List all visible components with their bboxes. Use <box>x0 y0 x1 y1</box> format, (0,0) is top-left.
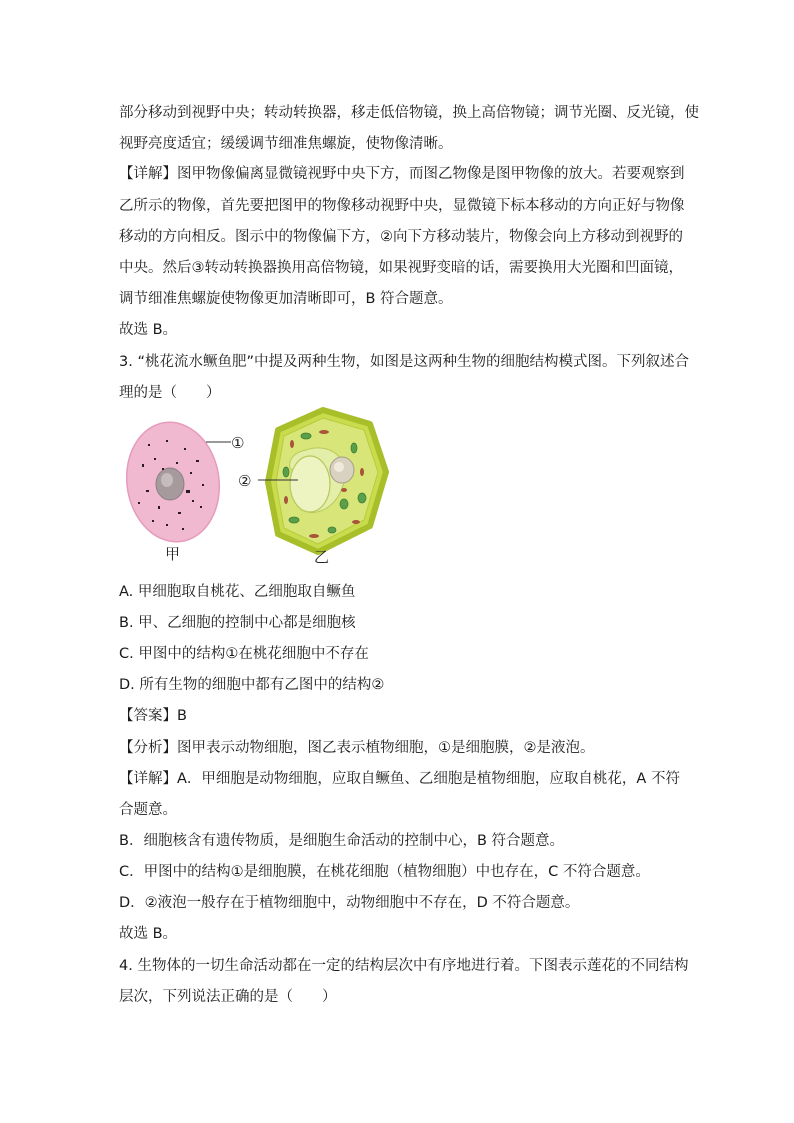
text-line: 中央。然后③转动转换器换用高倍物镜，如果视野变暗的话，需要换用大光圈和凹面镜， <box>119 260 683 276</box>
figure-label-b: 乙 <box>314 548 330 566</box>
text-line: 调节细准焦螺旋使物像更加清晰即可，B 符合题意。 <box>119 291 453 307</box>
text-line: 视野亮度适宜；缓缓调节细准焦螺旋，使物像清晰。 <box>119 136 453 152</box>
analysis-line: 【分析】图甲表示动物细胞，图乙表示植物细胞，①是细胞膜，②是液泡。 <box>119 740 595 756</box>
detail-line: 合题意。 <box>119 802 177 818</box>
cell-diagram-svg <box>118 402 408 570</box>
text-line: 乙所示的物像，首先要把图甲的物像移动视野中央，显微镜下标本移动的方向正好与物像 <box>119 198 685 214</box>
marker-1-label: ① <box>231 434 245 452</box>
text-line: 移动的方向相反。图示中的物像偏下方，②向下方移动装片，物像会向上方移动到视野的 <box>119 229 683 245</box>
option-c: C. 甲图中的结构①在桃花细胞中不存在 <box>119 646 369 662</box>
answer-line: 【答案】B <box>119 708 187 724</box>
question-4-stem-cont: 层次，下列说法正确的是（ ） <box>119 989 337 1005</box>
option-a: A. 甲细胞取自桃花、乙细胞取自鳜鱼 <box>119 584 356 600</box>
figure-label-a: 甲 <box>165 545 181 563</box>
answer-choice-line: 故选 B。 <box>119 926 178 942</box>
detail-line: 【详解】A．甲细胞是动物细胞，应取自鳜鱼、乙细胞是植物细胞，应取自桃花，A 不符 <box>119 771 680 787</box>
question-4-stem: 4. 生物体的一切生命活动都在一定的结构层次中有序地进行着。下图表示莲花的不同结构 <box>119 958 689 974</box>
text-line: 部分移动到视野中央；转动转换器，移走低倍物镜，换上高倍物镜；调节光圈、反光镜，使 <box>119 105 699 121</box>
animal-cell <box>119 416 231 548</box>
detail-heading-line: 【详解】图甲物像偏离显微镜视野中央下方，而图乙物像是图甲物像的放大。若要观察到 <box>119 166 685 182</box>
plant-cell <box>258 410 386 552</box>
detail-line: C．甲图中的结构①是细胞膜，在桃花细胞（植物细胞）中也存在，C 不符合题意。 <box>119 864 650 880</box>
option-b: B. 甲、乙细胞的控制中心都是细胞核 <box>119 615 356 631</box>
cell-diagram-figure <box>118 402 408 570</box>
question-3-stem: 3. “桃花流水鳜鱼肥”中提及两种生物，如图是这两种生物的细胞结构模式图。下列叙述合 <box>119 354 689 370</box>
detail-line: D．②液泡一般存在于植物细胞中，动物细胞中不存在，D 不符合题意。 <box>119 895 580 911</box>
detail-line: B．细胞核含有遗传物质，是细胞生命活动的控制中心，B 符合题意。 <box>119 833 565 849</box>
marker-2-label: ② <box>238 472 252 490</box>
option-d: D. 所有生物的细胞中都有乙图中的结构② <box>119 677 385 693</box>
question-3-stem-cont: 理的是（ ） <box>119 385 221 401</box>
answer-choice-line: 故选 B。 <box>119 322 178 338</box>
